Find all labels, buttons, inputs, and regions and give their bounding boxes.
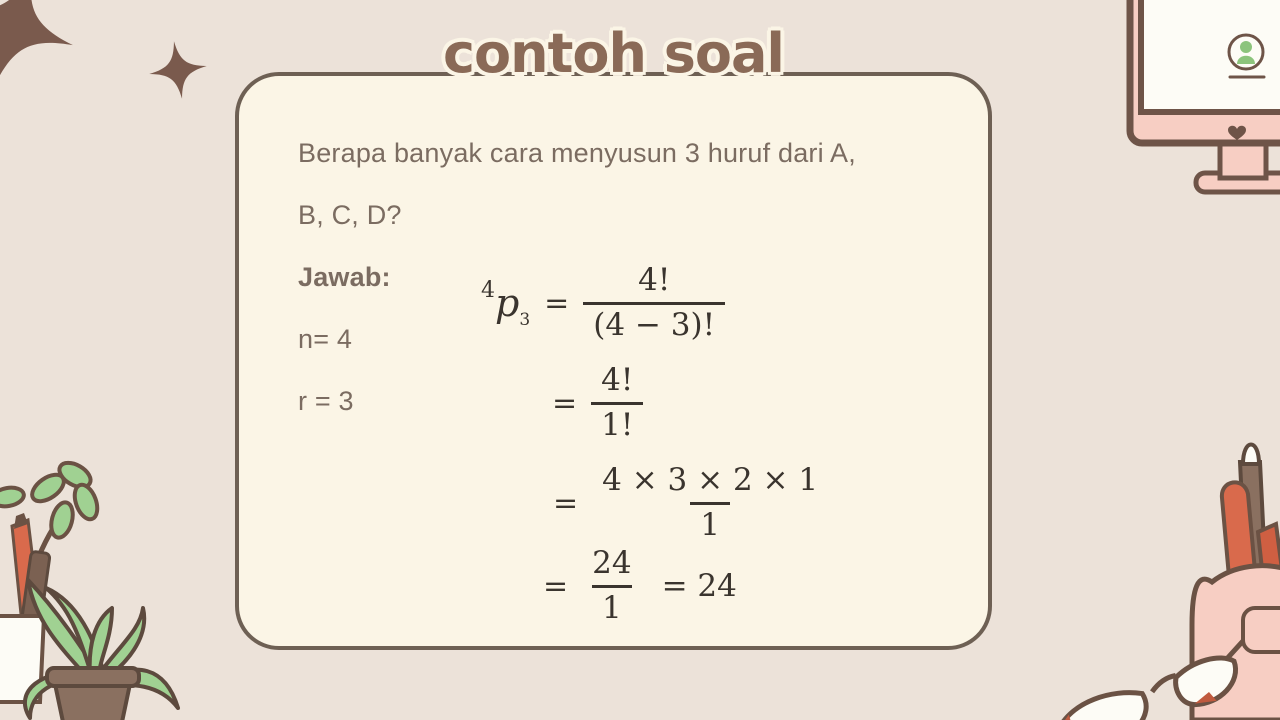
math-step-3: [553, 463, 828, 543]
sparkle-decoration-group: [0, 0, 230, 130]
r-value: r = 3: [298, 386, 354, 416]
page-title: contoh soal: [443, 22, 784, 85]
answer-label: Jawab:: [298, 262, 391, 292]
equals-sign: =: [544, 285, 570, 321]
monitor-icon: [1130, 0, 1280, 192]
sparkle-icon: [145, 37, 211, 103]
equals-sign: =: [543, 568, 569, 604]
equals-sign: =: [552, 385, 578, 421]
sparkle-icon: [0, 0, 211, 104]
plant-icon: [0, 458, 178, 720]
fraction: $\frac{24}{1}$: [592, 545, 632, 626]
equals-sign: =: [553, 485, 579, 521]
n-value: n= 4: [298, 324, 353, 354]
question-line-1: Berapa banyak cara menyusun 3 huruf dari A,: [298, 138, 856, 168]
final-result: = 24: [661, 568, 737, 605]
math-step-4: [543, 546, 737, 626]
math-step-1: [481, 263, 725, 343]
glasses-and-pen-cup-illustration: [1000, 420, 1280, 720]
question-line-2: B, C, D?: [298, 200, 402, 230]
plant-pot-icon: [55, 684, 130, 720]
fraction: $\frac{4!}{(4 - 3)!}$: [583, 263, 725, 343]
fraction: $\frac{4!}{1!}$: [591, 363, 643, 443]
fraction: $\frac{4 \times 3 \times 2 \times 1}{1}$: [602, 462, 819, 543]
plant-and-pencils-illustration: [0, 440, 210, 720]
monitor-illustration: [1100, 0, 1280, 200]
math-step-2: [552, 363, 643, 443]
permutation-notation: 4 p 3: [481, 278, 531, 331]
